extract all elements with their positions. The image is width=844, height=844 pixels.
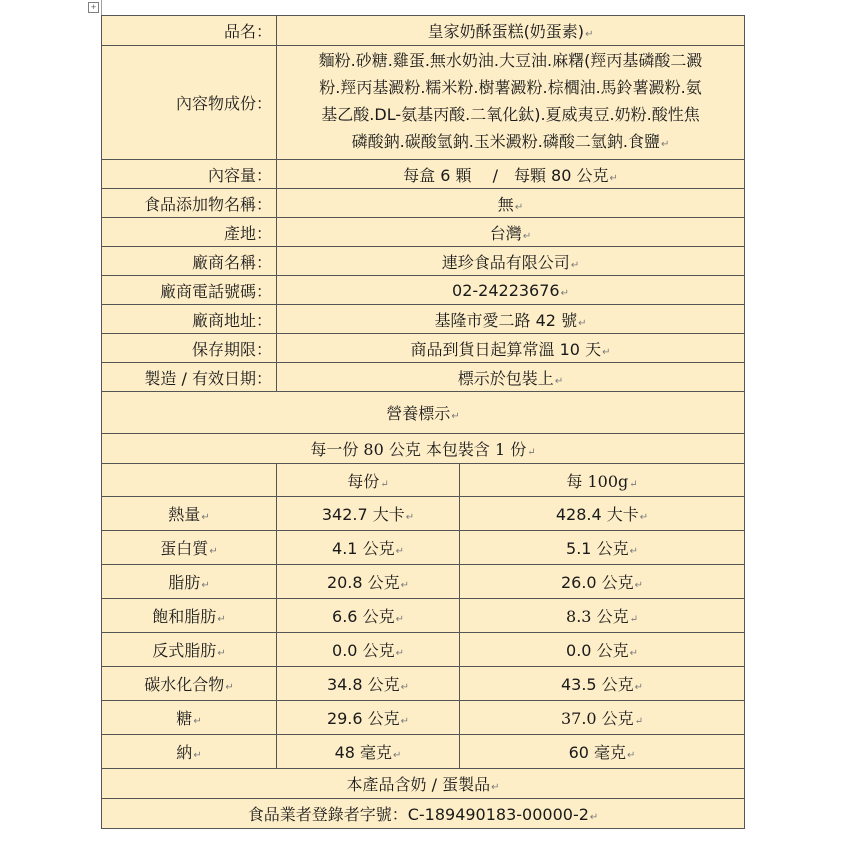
nutrient-per-100g: 5.1 公克↵ bbox=[460, 531, 745, 565]
shelf-life-value: 商品到貨日起算常溫 10 天↵ bbox=[277, 334, 745, 363]
phone-label: 廠商電話號碼： bbox=[102, 276, 277, 305]
row-registration bbox=[102, 799, 745, 829]
row-phone bbox=[102, 276, 745, 305]
nutrient-per-serving: 0.0 公克↵ bbox=[277, 633, 460, 667]
nutrient-name: 納↵ bbox=[102, 735, 277, 769]
nutrient-per-serving: 48 毫克↵ bbox=[277, 735, 460, 769]
product-name-label: 品名： bbox=[102, 16, 277, 46]
serving-info: 每一份 80 公克 本包裝含 1 份↵ bbox=[102, 434, 745, 464]
nutrient-name: 脂肪↵ bbox=[102, 565, 277, 599]
row-serving-info bbox=[102, 434, 745, 464]
nutrition-row bbox=[102, 497, 745, 531]
nutrient-per-100g: 60 毫克↵ bbox=[460, 735, 745, 769]
allergen-notice: 本產品含奶 / 蛋製品↵ bbox=[102, 769, 745, 799]
row-shelf-life bbox=[102, 334, 745, 363]
nutrient-per-serving: 342.7 大卡↵ bbox=[277, 497, 460, 531]
row-maker bbox=[102, 247, 745, 276]
nutrient-name: 糖↵ bbox=[102, 701, 277, 735]
nutrient-name: 碳水化合物↵ bbox=[102, 667, 277, 701]
nutrition-row bbox=[102, 599, 745, 633]
nutrient-name: 蛋白質↵ bbox=[102, 531, 277, 565]
nutrient-per-100g: 26.0 公克↵ bbox=[460, 565, 745, 599]
product-label-table bbox=[101, 15, 745, 829]
nutrient-per-100g: 37.0 公克↵ bbox=[460, 701, 745, 735]
nutrition-header-blank bbox=[102, 464, 277, 497]
nutrient-name: 反式脂肪↵ bbox=[102, 633, 277, 667]
row-nutrition-title bbox=[102, 392, 745, 434]
additives-label: 食品添加物名稱： bbox=[102, 189, 277, 218]
nutrient-per-100g: 428.4 大卡↵ bbox=[460, 497, 745, 531]
row-address bbox=[102, 305, 745, 334]
table-move-handle-icon[interactable]: + bbox=[88, 2, 99, 13]
nutrient-name: 飽和脂肪↵ bbox=[102, 599, 277, 633]
nutrition-row bbox=[102, 701, 745, 735]
shelf-life-label: 保存期限： bbox=[102, 334, 277, 363]
maker-label: 廠商名稱： bbox=[102, 247, 277, 276]
row-origin bbox=[102, 218, 745, 247]
col-per-serving-header: 每份↵ bbox=[277, 464, 460, 497]
additives-value: 無↵ bbox=[277, 189, 745, 218]
ingredients-label: 內容物成份： bbox=[102, 46, 277, 160]
dates-label: 製造 / 有效日期： bbox=[102, 363, 277, 392]
dates-value: 標示於包裝上↵ bbox=[277, 363, 745, 392]
quantity-value: 每盒 6 顆 / 每顆 80 公克↵ bbox=[277, 160, 745, 189]
row-allergen bbox=[102, 769, 745, 799]
nutrient-per-serving: 34.8 公克↵ bbox=[277, 667, 460, 701]
nutrition-row bbox=[102, 667, 745, 701]
row-ingredients bbox=[102, 46, 745, 160]
nutrient-per-serving: 4.1 公克↵ bbox=[277, 531, 460, 565]
quantity-label: 內容量： bbox=[102, 160, 277, 189]
row-additives bbox=[102, 189, 745, 218]
nutrient-per-100g: 43.5 公克↵ bbox=[460, 667, 745, 701]
maker-value: 連珍食品有限公司↵ bbox=[277, 247, 745, 276]
page-margin-guide bbox=[101, 0, 102, 15]
ingredients-line-3: 基乙酸.DL-氨基丙酸.二氧化鈦).夏威夷豆.奶粉.酸性焦 bbox=[321, 105, 700, 124]
product-name-value: 皇家奶酥蛋糕(奶蛋素)↵ bbox=[277, 16, 745, 46]
address-value: 基隆市愛二路 42 號↵ bbox=[277, 305, 745, 334]
nutrient-per-serving: 29.6 公克↵ bbox=[277, 701, 460, 735]
nutrient-per-serving: 6.6 公克↵ bbox=[277, 599, 460, 633]
nutrient-name: 熱量↵ bbox=[102, 497, 277, 531]
row-dates bbox=[102, 363, 745, 392]
address-label: 廠商地址： bbox=[102, 305, 277, 334]
registration-number: 食品業者登錄者字號：C-189490183-00000-2↵ bbox=[102, 799, 745, 829]
ingredients-line-2: 粉.羥丙基澱粉.糯米粉.樹薯澱粉.棕櫚油.馬鈴薯澱粉.氨 bbox=[319, 78, 702, 97]
nutrition-row bbox=[102, 531, 745, 565]
nutrient-per-100g: 8.3 公克↵ bbox=[460, 599, 745, 633]
ingredients-line-4: 磷酸鈉.碳酸氫鈉.玉米澱粉.磷酸二氫鈉.食鹽↵ bbox=[351, 132, 670, 151]
nutrient-per-100g: 0.0 公克↵ bbox=[460, 633, 745, 667]
origin-label: 產地： bbox=[102, 218, 277, 247]
row-product-name bbox=[102, 16, 745, 46]
ingredients-value bbox=[277, 46, 745, 160]
nutrition-title: 營養標示↵ bbox=[102, 392, 745, 434]
row-nutrition-header bbox=[102, 464, 745, 497]
ingredients-line-1: 麵粉.砂糖.雞蛋.無水奶油.大豆油.麻糬(羥丙基磷酸二澱 bbox=[318, 51, 703, 70]
nutrition-row bbox=[102, 565, 745, 599]
phone-value: 02-24223676↵ bbox=[277, 276, 745, 305]
nutrition-row bbox=[102, 633, 745, 667]
origin-value: 台灣↵ bbox=[277, 218, 745, 247]
nutrition-row bbox=[102, 735, 745, 769]
row-quantity bbox=[102, 160, 745, 189]
nutrient-per-serving: 20.8 公克↵ bbox=[277, 565, 460, 599]
col-per-100g-header: 每 100g↵ bbox=[460, 464, 745, 497]
